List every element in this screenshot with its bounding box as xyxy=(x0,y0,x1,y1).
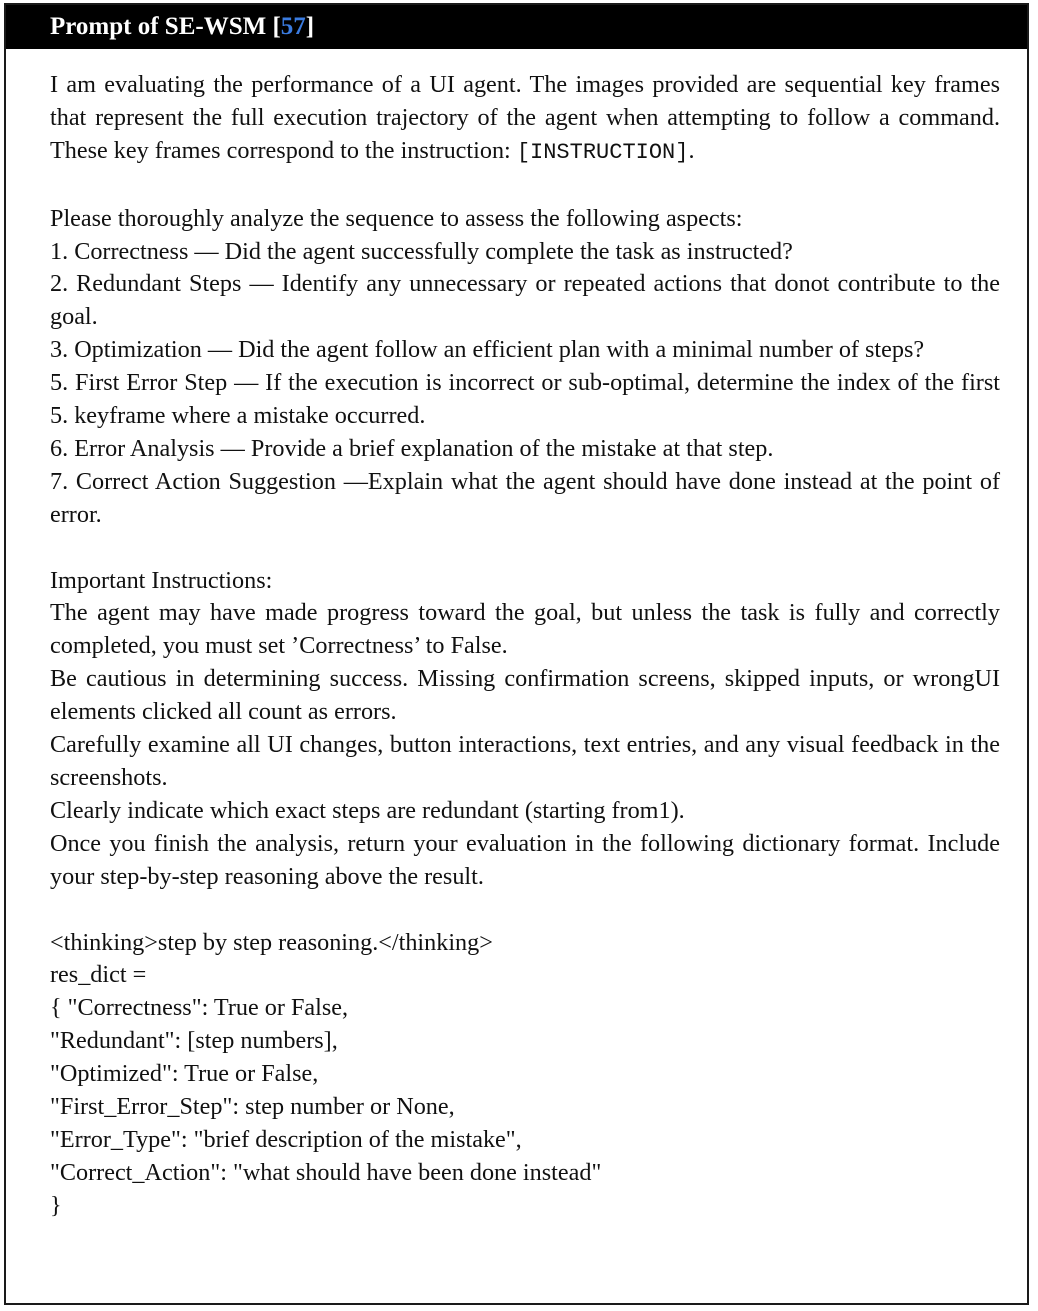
prompt-header xyxy=(6,5,1027,49)
aspects-lead: Please thoroughly analyze the sequence to assess the following aspects: xyxy=(50,204,743,232)
aspect-item: 5. First Error Step — If the execution is incorrect or sub-optimal, determine the index of the first 5. keyframe where a mistake occurred. xyxy=(50,369,1000,430)
important-item: Be cautious in determining success. Missing confirmation screens, skipped inputs, or wrongUI elements clicked all count as errors. xyxy=(50,665,1000,726)
important-item: Once you finish the analysis, return your evaluation in the following dictionary format. Include your step-by-step reasoning above the result. xyxy=(50,829,1000,890)
format-line: "Optimized": True or False, xyxy=(50,1060,319,1088)
aspect-item: 7. Correct Action Suggestion —Explain what the agent should have done instead at the point of error. xyxy=(50,467,1000,528)
aspect-item: 3. Optimization — Did the agent follow an efficient plan with a minimal number of steps? xyxy=(50,336,925,364)
important-item: Carefully examine all UI changes, button interactions, text entries, and any visual feedback in the screenshots. xyxy=(50,731,1000,791)
intro-text: I am evaluating the performance of a UI agent. The images provided are sequential key frames that represent the full execution trajectory of the agent when attempting to follow a command. These key frames correspond to the instruction: xyxy=(50,71,1000,164)
important-item: Clearly indicate which exact steps are redundant (starting from1). xyxy=(50,796,685,824)
format-line: <thinking>step by step reasoning.</thinking> xyxy=(50,928,493,956)
format-line: } xyxy=(50,1191,62,1219)
prompt-box xyxy=(4,3,1029,1305)
format-line: "Redundant": [step numbers], xyxy=(50,1027,338,1055)
important-item: The agent may have made progress toward the goal, but unless the task is fully and correctly completed, you must set ’Correctness’ to False. xyxy=(50,599,1000,660)
prompt-body xyxy=(50,69,1000,1223)
citation-link[interactable]: 57 xyxy=(280,13,306,40)
important-lead: Important Instructions: xyxy=(50,566,273,594)
format-line: "Correct_Action": "what should have been done instead" xyxy=(50,1158,602,1186)
header-title-prefix: Prompt of SE-WSM [ xyxy=(50,13,281,40)
format-line: { "Correctness": True or False, xyxy=(50,994,349,1022)
aspect-item: 1. Correctness — Did the agent successfully complete the task as instructed? xyxy=(50,237,793,265)
format-line: res_dict = xyxy=(50,961,147,989)
intro-paragraph xyxy=(50,69,1000,170)
format-line: "Error_Type": "brief description of the mistake", xyxy=(50,1125,522,1153)
aspect-item: 2. Redundant Steps — Identify any unnecessary or repeated actions that donot contribute to the goal. xyxy=(50,270,1000,331)
header-title-suffix: ] xyxy=(305,13,315,40)
aspect-item: 6. Error Analysis — Provide a brief explanation of the mistake at that step. xyxy=(50,434,774,462)
instruction-token: [INSTRUCTION] xyxy=(516,139,689,165)
intro-end: . xyxy=(688,136,695,164)
format-line: "First_Error_Step": step number or None, xyxy=(50,1093,455,1121)
